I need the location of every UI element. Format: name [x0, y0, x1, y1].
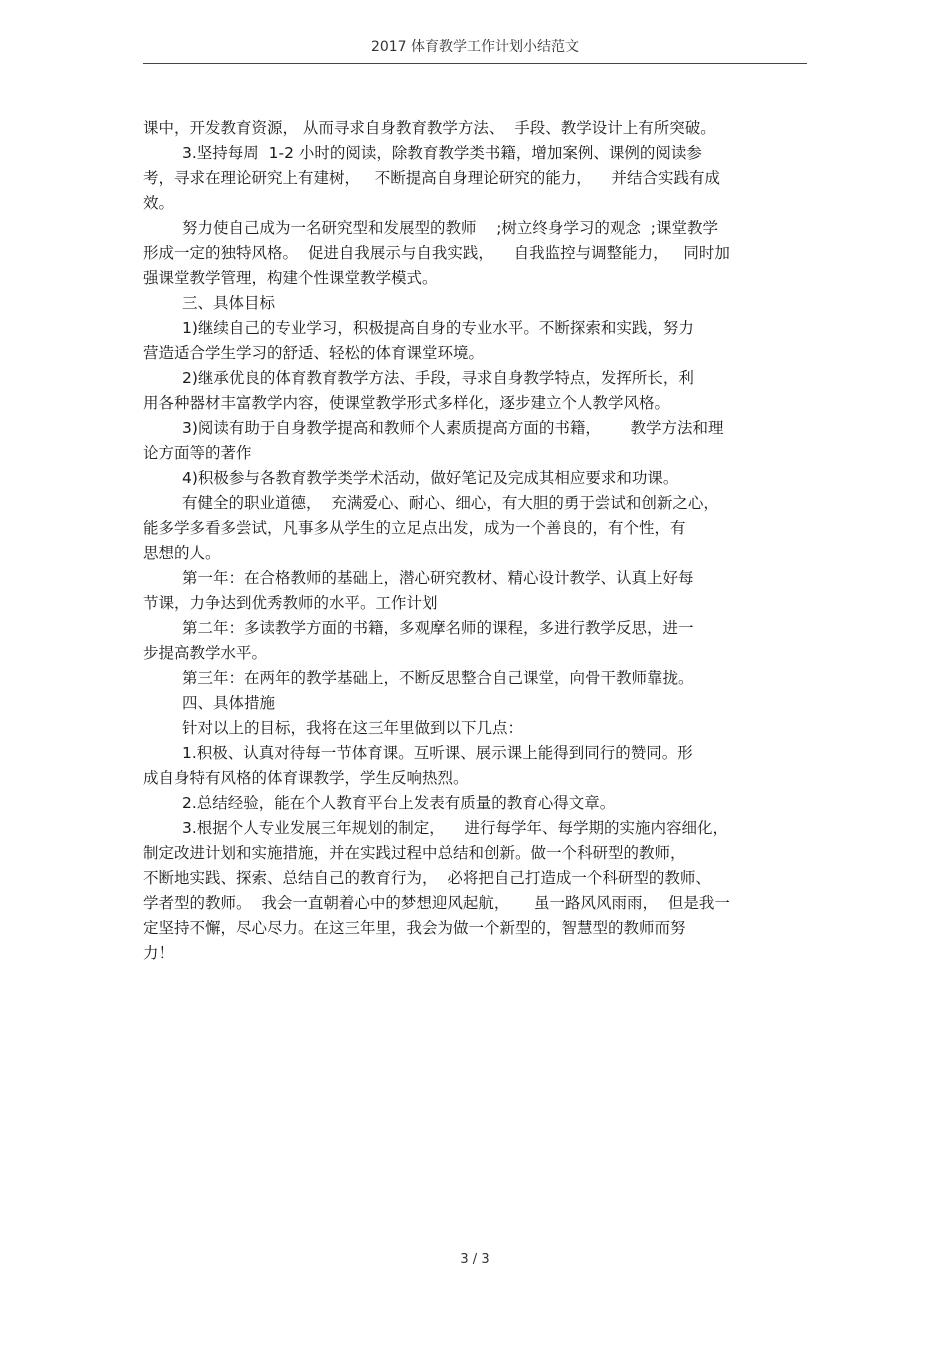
body-line: 2)继承优良的体育教育教学方法、手段，寻求自身教学特点，发挥所长，利 — [182, 369, 694, 387]
page-header-title: 2017 体育教学工作计划小结范文 — [370, 39, 580, 55]
body-line: 1)继续自己的专业学习，积极提高自身的专业水平。不断探索和实践，努力 — [182, 319, 694, 337]
body-line: 课中，开发教育资源， 从而寻求自身教育教学方法、 手段、教学设计上有所突破。 — [143, 119, 716, 137]
body-line: 不断地实践、探索、总结自己的教育行为， 必将把自己打造成一个科研型的教师、 — [143, 869, 711, 887]
body-line: 第三年：在两年的教学基础上，不断反思整合自己课堂，向骨干教师靠拢。 — [182, 669, 694, 687]
page-number: 3 / 3 — [460, 1252, 490, 1267]
body-line: 制定改进计划和实施措施，并在实践过程中总结和创新。做一个科研型的教师， — [143, 844, 686, 862]
body-line: 学者型的教师。 我会一直朝着心中的梦想迎风起航， 虽一路风风雨雨， 但是我一 — [143, 894, 730, 912]
body-line: 第二年：多读教学方面的书籍，多观摩名师的课程，多进行教学反思，进一 — [182, 619, 694, 637]
body-line: 论方面等的著作 — [143, 444, 252, 462]
body-line: 4)积极参与各教育教学类学术活动，做好笔记及完成其相应要求和功课。 — [182, 469, 679, 487]
body-line: 用各种器材丰富教学内容，使课堂教学形式多样化，逐步建立个人教学风格。 — [143, 394, 671, 412]
body-line: 1.积极、认真对待每一节体育课。互听课、展示课上能得到同行的赞同。形 — [182, 744, 693, 762]
body-line: 3)阅读有助于自身教学提高和教师个人素质提高方面的书籍， 教学方法和理 — [182, 419, 724, 437]
section-heading: 四、具体措施 — [182, 694, 276, 712]
body-line: 第一年：在合格教师的基础上，潜心研究教材、精心设计教学、认真上好每 — [182, 569, 694, 587]
body-line: 有健全的职业道德， 充满爱心、耐心、细心，有大胆的勇于尝试和创新之心， — [182, 494, 719, 512]
body-line: 营造适合学生学习的舒适、轻松的体育课堂环境。 — [143, 344, 485, 362]
body-line: 3.坚持每周 1-2 小时的阅读，除教育教学类书籍，增加案例、课例的阅读参 — [182, 144, 702, 162]
body-line: 考，寻求在理论研究上有建树， 不断提高自身理论研究的能力， 并结合实践有成 — [143, 169, 720, 187]
body-line: 2.总结经验，能在个人教育平台上发表有质量的教育心得文章。 — [182, 794, 616, 812]
body-line: 能多学多看多尝试，凡事多从学生的立足点出发，成为一个善良的，有个性，有 — [143, 519, 686, 537]
body-line: 成自身特有风格的体育课教学，学生反响热烈。 — [143, 769, 469, 787]
body-line: 力！ — [143, 944, 175, 962]
body-line: 步提高教学水平。 — [143, 644, 268, 662]
body-line: 形成一定的独特风格。 促进自我展示与自我实践， 自我监控与调整能力， 同时加 — [143, 244, 730, 262]
body-line: 定坚持不懈，尽心尽力。在这三年里，我会为做一个新型的，智慧型的教师而努 — [143, 919, 686, 937]
body-line: 3.根据个人专业发展三年规划的制定， 进行每学年、每学期的实施内容细化， — [182, 819, 728, 837]
body-line: 思想的人。 — [143, 544, 221, 562]
body-line: 针对以上的目标，我将在这三年里做到以下几点： — [182, 719, 524, 737]
body-line: 努力使自己成为一名研究型和发展型的教师 ;树立终身学习的观念 ;课堂教学 — [182, 219, 719, 237]
header-divider — [143, 63, 807, 64]
body-line: 强课堂教学管理，构建个性课堂教学模式。 — [143, 269, 438, 287]
section-heading: 三、具体目标 — [182, 294, 276, 312]
document-body — [143, 116, 807, 966]
body-line: 效。 — [143, 194, 175, 212]
body-line: 节课，力争达到优秀教师的水平。工作计划 — [143, 594, 438, 612]
